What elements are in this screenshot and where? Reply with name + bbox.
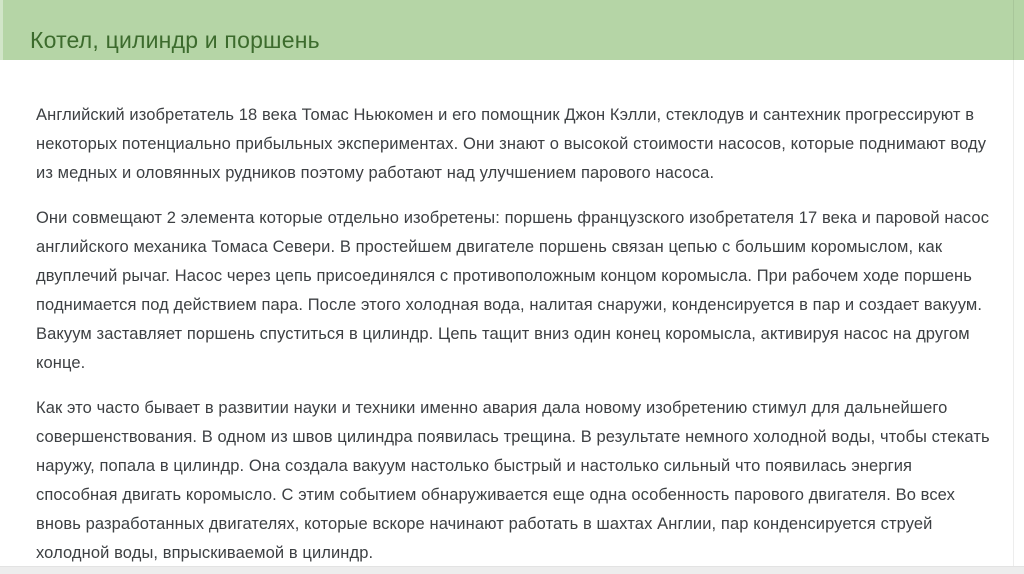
slide-title: Котел, цилиндр и поршень (30, 27, 320, 54)
canvas-bottom-strip (0, 566, 1024, 574)
paragraph-1: Английский изобретатель 18 века Томас Ньюкомен и его помощник Джон Кэлли, стеклодув и сантехник прогрессируют в некоторых потенциально прибыльных экспериментах. Они знают о высокой стоимости насосов, которые поднимают воду из медных и оловянных рудников поэтому работают над улучшением парового насоса. (36, 106, 987, 182)
slide-header (0, 0, 1024, 60)
slide-left-edge (0, 0, 3, 60)
slide-right-edge (1013, 0, 1014, 566)
paragraph-3: Как это часто бывает в развитии науки и техники именно авария дала новому изобретению стимул для дальнейшего совершенствования. В одном из швов цилиндра появилась трещина. В результате немного холодной воды, чтобы стекать наружу, попала в цилиндр. Она создала вакуум настолько быстрый и настолько сильный что появилась энергия способная двигать коромысло. С этим событием обнаруживается еще одна особенность парового двигателя. Во всех вновь разработанных двигателях, которые вскоре начинают работать в шахтах Англии, пар конденсируется струей холодной воды, впрыскиваемой в цилиндр. (36, 399, 990, 562)
paragraph-2: Они совмещают 2 элемента которые отдельно изобретены: поршень французского изобретателя 17 века и паровой насос английского механика Томаса Севери. В простейшем двигателе поршень связан цепью с большим коромыслом, как двуплечий рычаг. Насос через цепь присоединялся с противоположным концом коромысла. При рабочем ходе поршень поднимается под действием пара. После этого холодная вода, налитая снаружи, конденсируется в пар и создает вакуум. Вакуум заставляет поршень спуститься в цилиндр. Цепь тащит вниз один конец коромысла, активируя насос на другом конце. (36, 209, 990, 372)
slide-body (0, 60, 1024, 568)
